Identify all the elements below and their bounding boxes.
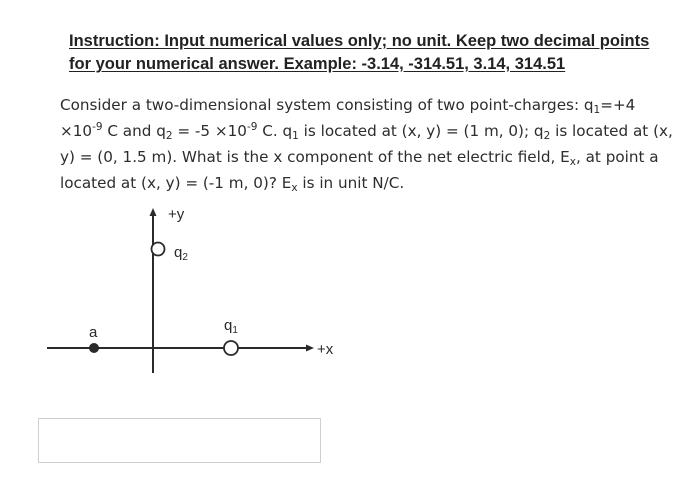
x-axis-label: +x	[317, 341, 334, 358]
question-part: ×10	[60, 122, 93, 140]
question-part: is located at (x, y) = (1 m, 0); q	[298, 122, 544, 140]
q2-subscript: 2	[543, 130, 551, 142]
question-part: C and q	[102, 122, 166, 140]
instruction-line-1: Instruction: Input numerical values only; no unit. Keep two decimal points	[69, 32, 650, 50]
ex-subscript: x	[291, 182, 298, 194]
question-text	[60, 92, 692, 196]
q2-label-subscript: 2	[182, 252, 188, 263]
question-part: Consider a two-dimensional system consisting of two point-charges: q	[60, 96, 594, 114]
instruction-line-2: for your numerical answer. Example: -3.14, -314.51, 3.14, 314.51	[69, 55, 566, 73]
q1-charge	[224, 341, 238, 355]
q2-label	[174, 244, 188, 263]
question-part: , at point a located at (x, y) = (-1 m, 0)? E	[60, 148, 659, 192]
question-part: C. q	[257, 122, 293, 140]
q1-label	[224, 317, 238, 336]
q1-label-subscript: 1	[232, 325, 238, 336]
x-axis-arrowhead	[306, 345, 314, 352]
q1-subscript: 1	[292, 130, 299, 142]
question-part: = -5 ×10	[172, 122, 247, 140]
instruction-text	[69, 30, 691, 76]
q2-label-letter: q	[174, 244, 183, 261]
question-part: is in unit N/C.	[297, 174, 405, 192]
exponent: -9	[246, 121, 258, 133]
question-part: is located at (x, y) = (0, 1.5 m). What is the x component of the net electric field, E	[60, 122, 673, 166]
q1-subscript: 1	[593, 104, 601, 116]
point-a-label: a	[89, 324, 98, 341]
question-part: =+4	[600, 96, 636, 114]
y-axis-arrowhead	[150, 208, 157, 216]
y-axis-label: +y	[168, 206, 185, 223]
q2-charge	[152, 243, 165, 256]
answer-input[interactable]	[38, 418, 321, 463]
q2-subscript: 2	[165, 130, 173, 142]
exponent: -9	[92, 121, 103, 133]
ex-subscript: x	[569, 156, 576, 168]
point-a	[89, 343, 99, 353]
q1-label-letter: q	[224, 317, 233, 334]
